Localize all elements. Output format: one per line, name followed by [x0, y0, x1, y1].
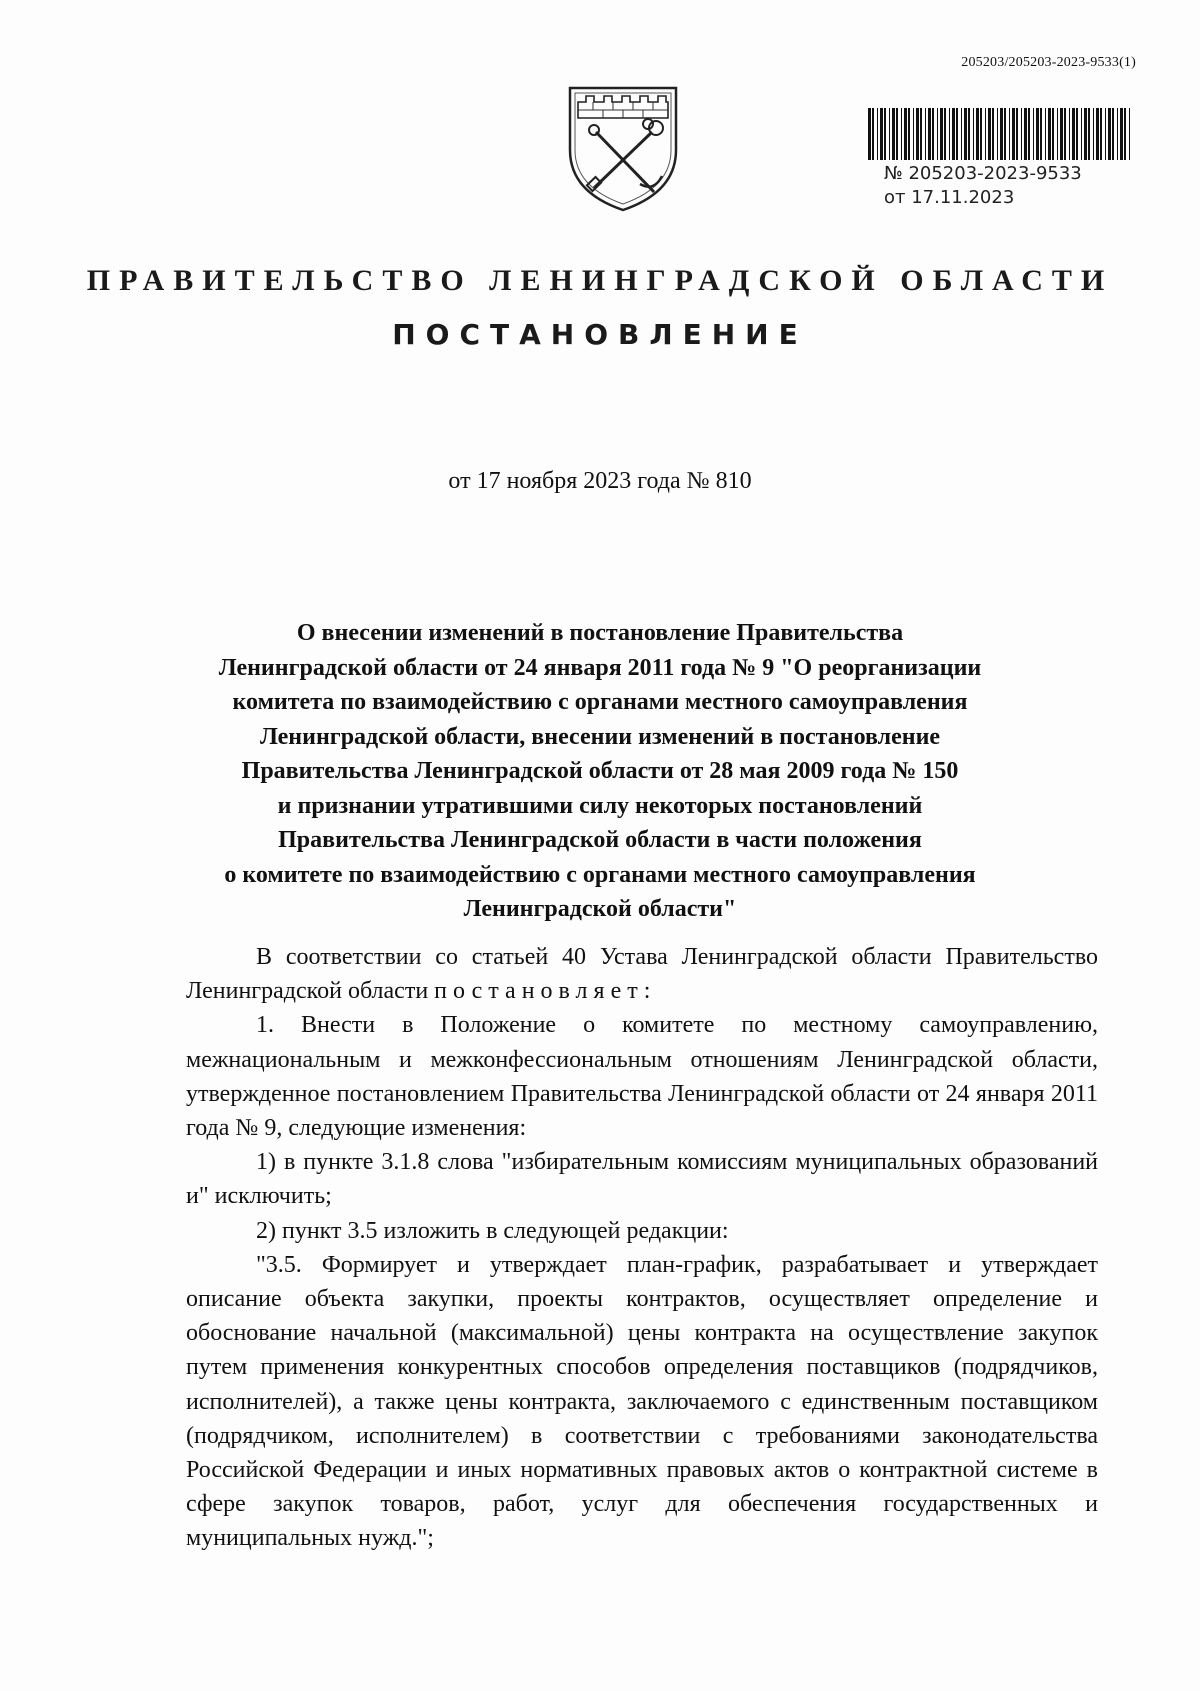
barcode-icon — [868, 108, 1130, 160]
heading-line: комитета по взаимодействию с органами местного самоуправления — [232, 689, 968, 715]
document-type: ПОСТАНОВЛЕНИЕ — [392, 318, 808, 351]
registration-number: № 205203-2023-9533 — [884, 163, 1082, 184]
quoted-clause-paragraph: "3.5. Формирует и утверждает план-график, разрабатывает и утверждает описание объекта закупки, проекты контрактов, осуществляет определение и обоснование начальной (максимальной) цены контракта на осуществление закупок путем применения конкурентных способов определения поставщиков (подрядчиков, исполнителей), а также цены контракта, заключаемого с единственным поставщиком (подрядчиком, исполнителем) в соответствии с требованиями законодательства Российской Федерации и иных нормативных правовых актов о контрактной системе в сфере закупок товаров, работ, услуг для обеспечения государственных и муниципальных нужд."; — [186, 1251, 1098, 1552]
heading-line: Правительства Ленинградской области от 28 мая 2009 года № 150 — [241, 758, 959, 784]
clause-1-paragraph: 1. Внести в Положение о комитете по местному самоуправлению, межнациональным и межконфессиональным отношениям Ленинградской области, утвержденное постановлением Правительства Ленинградской области от 24 января 2011 года № 9, следующие изменения: — [186, 1012, 1098, 1142]
preamble-paragraph — [186, 940, 1098, 1008]
heading-line: Ленинградской области от 24 января 2011 года № 9 "О реорганизации — [218, 654, 982, 681]
heading-line: о комитете по взаимодействию с органами местного самоуправления — [224, 861, 976, 888]
document-heading — [160, 616, 1040, 927]
heading-line: О внесении изменений в постановление Правительства — [296, 620, 904, 646]
subclause-2-paragraph: 2) пункт 3.5 изложить в следующей редакции: — [256, 1217, 729, 1244]
document-body — [186, 940, 1098, 1556]
government-title: ПРАВИТЕЛЬСТВО ЛЕНИНГРАДСКОЙ ОБЛАСТИ — [86, 264, 1114, 297]
heading-line: Ленинградской области, внесении изменений в постановление — [259, 723, 941, 750]
resolves-word: постановляет: — [434, 978, 657, 1005]
heading-line: Правительства Ленинградской области в части положения — [278, 827, 922, 853]
coat-of-arms-icon — [558, 80, 688, 215]
subclause-1-paragraph: 1) в пункте 3.1.8 слова "избирательным комиссиям муниципальных образований и" исключить; — [186, 1149, 1098, 1210]
document-date: от 17 ноября 2023 года № 810 — [448, 468, 752, 494]
registration-block — [884, 162, 1082, 210]
registration-date: от 17.11.2023 — [884, 187, 1015, 208]
document-reference: 205203/205203-2023-9533(1) — [961, 55, 1136, 70]
heading-line: и признании утратившими силу некоторых постановлений — [277, 792, 923, 819]
heading-line: Ленинградской области" — [463, 896, 737, 922]
preamble-text: В соответствии со статьей 40 Устава Ленинградской области Правительство Ленинградской области — [186, 944, 1098, 1005]
